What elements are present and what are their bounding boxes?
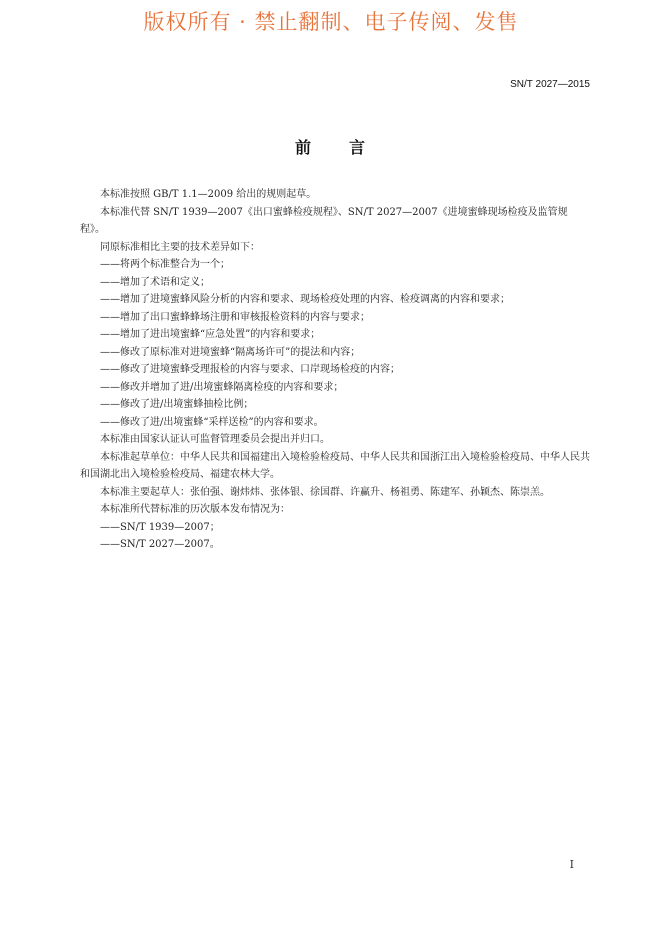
list-item: ——修改并增加了进/出境蜜蜂隔离检疫的内容和要求； bbox=[100, 381, 344, 393]
page-title-char-2: 言 bbox=[349, 138, 368, 157]
list-item: ——修改了进/出境蜜蜂“采样送检”的内容和要求。 bbox=[100, 416, 324, 428]
standard-code: SN/T 2027—2015 bbox=[510, 79, 590, 90]
list-item: ——增加了进出境蜜蜂“应急处置”的内容和要求； bbox=[100, 329, 321, 340]
list-item: ——修改了进/出境蜜蜂抽检比例； bbox=[100, 399, 254, 410]
paragraph: 同原标准相比主要的技术差异如下： bbox=[100, 241, 260, 253]
list-item: ——增加了进境蜜蜂风险分析的内容和要求、现场检疫处理的内容、检疫调离的内容和要求； bbox=[100, 294, 510, 305]
foreword-body bbox=[80, 186, 592, 554]
paragraph: 本标准起草单位：中华人民共和国福建出入境检验检疫局、中华人民共和国浙江出入境检验检疫局、中华人民共和国湖北出入境检验检疫局、福建农林大学。 bbox=[80, 451, 590, 480]
paragraph: 本标准由国家认证认可监督管理委员会提出并归口。 bbox=[100, 434, 330, 445]
list-item: ——增加了出口蜜蜂蜂场注册和审核报检资料的内容与要求； bbox=[100, 311, 370, 323]
list-item: ——SN/T 2027—2007。 bbox=[100, 539, 220, 550]
watermark-banner: 版权所有 · 禁止翻制、电子传阅、发售 bbox=[143, 10, 519, 34]
list-item: ——增加了术语和定义； bbox=[100, 276, 210, 288]
list-item: ——修改了原标准对进境蜜蜂“隔离场许可”的提法和内容； bbox=[100, 346, 361, 358]
page-title bbox=[0, 135, 662, 158]
list-item: ——将两个标准整合为一个； bbox=[100, 259, 230, 270]
paragraph: 本标准所代替标准的历次版本发布情况为： bbox=[100, 504, 290, 515]
list-item: ——SN/T 1939—2007； bbox=[100, 521, 220, 533]
page-number: I bbox=[569, 858, 574, 871]
paragraph: 本标准代替 SN/T 1939—2007《出口蜜蜂检疫规程》、SN/T 2027—2007《进境蜜蜂现场检疫及监管规程》。 bbox=[80, 206, 568, 235]
paragraph: 本标准按照 GB/T 1.1—2009 给出的规则起草。 bbox=[100, 189, 317, 200]
list-item: ——修改了进境蜜蜂受理报检的内容与要求、口岸现场检疫的内容； bbox=[100, 364, 400, 375]
paragraph: 本标准主要起草人：张伯强、谢炜炜、张体银、徐国群、许赢升、杨祖勇、陈建军、孙颖杰、陈崇羔。 bbox=[100, 486, 550, 498]
page-title-char-1: 前 bbox=[294, 138, 313, 157]
